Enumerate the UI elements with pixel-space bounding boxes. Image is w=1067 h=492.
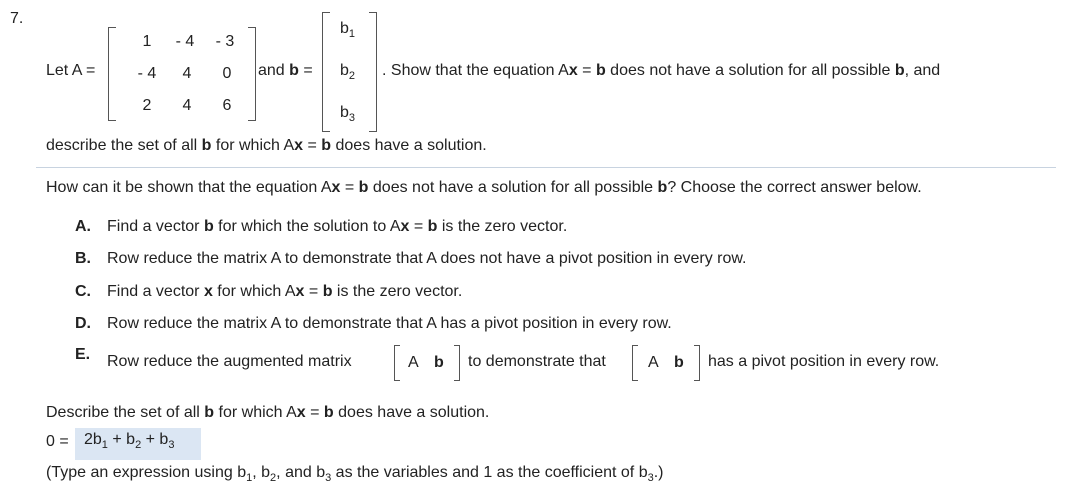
choice-b[interactable] xyxy=(46,250,1046,272)
section-divider xyxy=(36,167,1056,168)
answer-lhs: 0 = xyxy=(46,433,69,450)
aug-right-bracket xyxy=(694,345,700,381)
vector-b-entry: $b_3$ xyxy=(340,104,356,124)
matrix-a-cell: 2 xyxy=(142,97,152,114)
matrix-a-cell: 4 xyxy=(182,65,192,82)
matrix-a-cell: - 4 xyxy=(137,65,157,82)
choice-d[interactable] xyxy=(46,315,1046,337)
choice-text: Row reduce the matrix A to demonstrate that A has a pivot position in every row. xyxy=(107,315,672,332)
vector-b-entry: $b_2$ xyxy=(340,62,356,82)
matrix-a-cell: 4 xyxy=(182,97,192,114)
choice-letter: C. xyxy=(75,283,91,300)
matrix-a-cell: 0 xyxy=(222,65,232,82)
vector-b-right-bracket xyxy=(369,12,377,132)
aug-right-bracket xyxy=(454,345,460,381)
choice-letter: D. xyxy=(75,315,91,332)
aug-left-bracket xyxy=(632,345,638,381)
input-hint: (Type an expression using $b_1$, $b_2$, and $b_3$ as the variables and 1 as the coefficient of $b_3$.) xyxy=(46,464,664,484)
let-a-label: Let A = xyxy=(46,62,96,79)
choice-text: Find a vector b for which the solution to Ax = b is the zero vector. xyxy=(107,218,568,235)
augmented-matrix: A b xyxy=(632,345,704,381)
matrix-a-cell: - 4 xyxy=(175,33,195,50)
answer-expression: $2b_1 + b_2 + b_3$ xyxy=(84,431,175,451)
choice-a[interactable] xyxy=(46,218,1046,240)
choice-text: to demonstrate that xyxy=(468,353,606,370)
vector-b-left-bracket xyxy=(322,12,330,132)
choice-letter: B. xyxy=(75,250,91,267)
matrix-a-right-bracket xyxy=(248,27,256,121)
choice-text: Row reduce the augmented matrix xyxy=(107,353,352,370)
choice-text: Row reduce the matrix A to demonstrate that A does not have a pivot position in every row. xyxy=(107,250,747,267)
matrix-a-cell: 1 xyxy=(142,33,152,50)
choice-e[interactable] xyxy=(46,343,1046,383)
problem-statement-continued: describe the set of all b for which Ax = b does have a solution. xyxy=(46,137,487,154)
choice-letter: A. xyxy=(75,218,91,235)
problem-statement: . Show that the equation Ax = b does not have a solution for all possible b, and xyxy=(382,62,941,79)
matrix-a xyxy=(108,0,258,130)
aug-left-bracket xyxy=(394,345,400,381)
choice-text: has a pivot position in every row. xyxy=(708,353,940,370)
augmented-matrix: A b xyxy=(394,345,466,381)
and-b-label: and b = xyxy=(258,62,313,79)
choice-letter: E. xyxy=(75,346,91,363)
matrix-a-cell: 6 xyxy=(222,97,232,114)
choice-c[interactable] xyxy=(46,283,1046,305)
describe-prompt: Describe the set of all b for which Ax = b does have a solution. xyxy=(46,404,490,421)
problem-number: 7. xyxy=(10,10,24,27)
question-prompt: How can it be shown that the equation Ax = b does not have a solution for all possible b? Choose the correct answer below. xyxy=(46,179,922,196)
vector-b xyxy=(322,0,378,135)
matrix-a-cell: - 3 xyxy=(215,33,235,50)
vector-b-entry: $b_1$ xyxy=(340,20,356,40)
choice-text: Find a vector x for which Ax = b is the zero vector. xyxy=(107,283,463,300)
matrix-a-left-bracket xyxy=(108,27,116,121)
